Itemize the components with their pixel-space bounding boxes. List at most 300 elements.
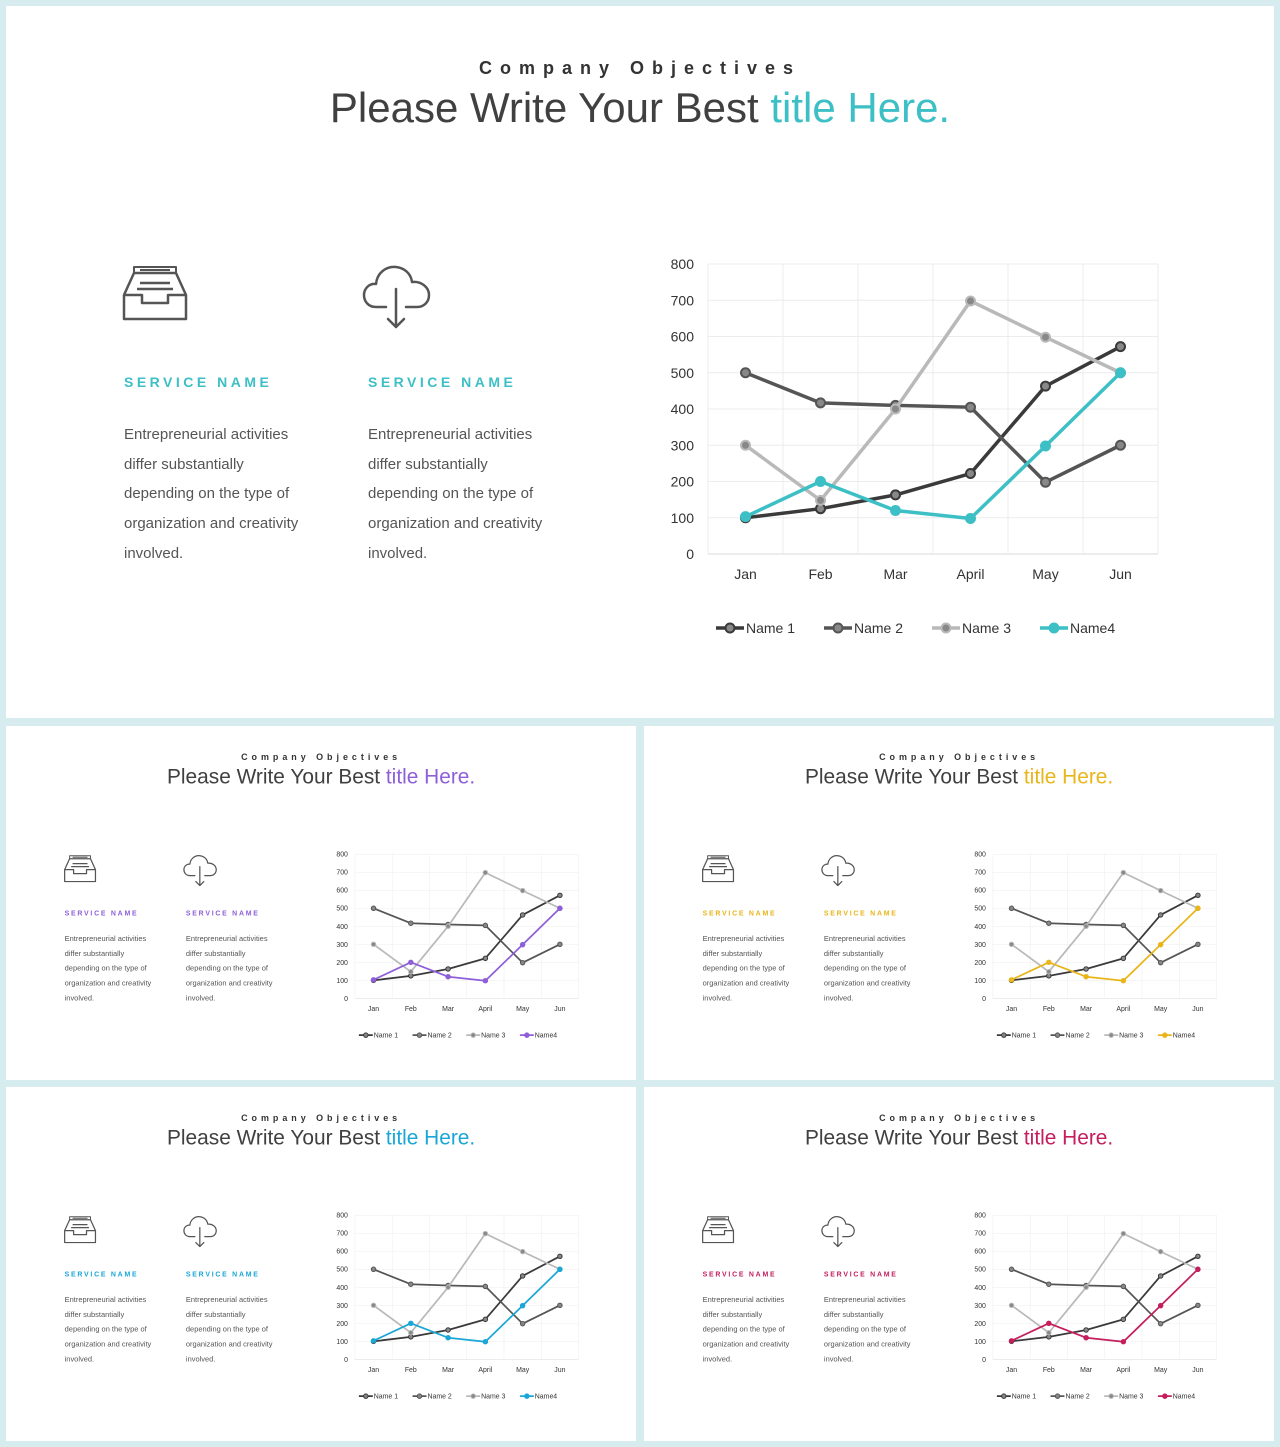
data-point [1084, 975, 1088, 979]
chart-legend [359, 1033, 557, 1040]
legend-item [1158, 1033, 1195, 1040]
slide-content [6, 1087, 636, 1441]
service-description: Entrepreneurial activities differ substantially depending on the type of organization and creativity involved. [702, 1295, 790, 1364]
x-tick-label: Jun [554, 1366, 566, 1374]
legend-swatch-marker [364, 1394, 368, 1398]
x-tick-label: Feb [1042, 1366, 1055, 1374]
y-tick-label: 400 [974, 923, 986, 931]
data-point [1084, 1336, 1088, 1340]
title-accent: title Here. [1023, 764, 1114, 789]
data-point [1084, 924, 1088, 928]
data-point [409, 1282, 413, 1286]
slide-content [644, 1087, 1274, 1441]
y-tick-label: 700 [974, 1230, 986, 1238]
legend-swatch-marker [1163, 1033, 1167, 1037]
legend-item [932, 620, 1011, 636]
y-tick-label: 600 [336, 887, 348, 895]
legend-item [520, 1394, 557, 1401]
slide-title [6, 1126, 636, 1150]
data-point [816, 477, 825, 486]
data-point [1121, 1231, 1125, 1235]
line-chart [646, 242, 1166, 672]
y-tick-label: 300 [336, 1302, 348, 1310]
data-point [1041, 441, 1050, 450]
chart-legend [359, 1394, 557, 1401]
legend-item [466, 1394, 505, 1401]
title-main: Please Write Your Best [329, 84, 771, 131]
data-point [1158, 1274, 1162, 1278]
y-tick-label: 800 [336, 1212, 348, 1220]
data-point [520, 1274, 524, 1278]
service-name: SERVICE NAME [185, 908, 260, 917]
title-main: Please Write Your Best [166, 1125, 386, 1150]
y-tick-label: 300 [974, 1302, 986, 1310]
line-chart [962, 1204, 1220, 1418]
legend-label: Name 2 [854, 620, 904, 636]
legend-item [413, 1033, 452, 1040]
data-point [966, 514, 975, 523]
y-tick-label: 200 [670, 473, 694, 490]
legend-label: Name4 [534, 1032, 558, 1040]
slide-content [6, 6, 1274, 718]
title-accent: title Here. [385, 1125, 476, 1150]
service-description: Entrepreneurial activities differ substantially depending on the type of organization and creativity involved. [124, 426, 299, 562]
y-tick-label: 0 [686, 546, 694, 562]
data-point [741, 441, 750, 450]
legend-swatch-marker [525, 1394, 529, 1398]
data-point [520, 1249, 524, 1253]
data-point [446, 924, 450, 928]
data-point [1009, 942, 1013, 946]
x-tick-label: Jan [367, 1366, 380, 1374]
data-point [1158, 913, 1162, 917]
legend-item [1104, 1394, 1143, 1401]
y-tick-label: 500 [670, 364, 694, 381]
legend-label: Name 3 [1119, 1032, 1144, 1040]
chart-legend [997, 1394, 1195, 1401]
data-point [520, 1303, 524, 1307]
y-tick-label: 200 [336, 959, 348, 967]
x-tick-label: Jan [734, 566, 757, 582]
data-point [1196, 1267, 1200, 1271]
data-point [1084, 1285, 1088, 1289]
y-tick-label: 100 [974, 1338, 986, 1346]
line-chart [324, 1204, 582, 1418]
legend-item [359, 1033, 398, 1040]
service-name: SERVICE NAME [368, 374, 517, 390]
slide-subtitle: Company Objectives [478, 58, 802, 78]
cloud-download-icon [183, 1214, 218, 1249]
y-tick-label: 600 [670, 328, 694, 345]
data-point [558, 1254, 562, 1258]
legend-label: Name 3 [1119, 1393, 1144, 1401]
chart-grid [708, 264, 1158, 554]
inbox-tray-icon [120, 261, 190, 331]
line-chart [962, 843, 1220, 1057]
data-point [1047, 1282, 1051, 1286]
y-tick-label: 800 [670, 256, 694, 272]
service-description: Entrepreneurial activities differ substantially depending on the type of organization and creativity involved. [823, 934, 911, 1003]
y-tick-label: 400 [336, 1284, 348, 1292]
data-point [891, 405, 900, 414]
legend-label: Name 1 [373, 1032, 399, 1040]
legend-item [1158, 1394, 1195, 1401]
slide-title [6, 84, 1274, 132]
cloud-download-icon [821, 853, 856, 888]
data-point [1158, 1321, 1162, 1325]
x-tick-label: Feb [808, 566, 833, 582]
slide-subtitle: Company Objectives [879, 1112, 1040, 1123]
x-tick-label: Feb [404, 1366, 417, 1374]
slide-title [644, 765, 1274, 789]
cloud-download-icon [183, 853, 218, 888]
x-tick-label: April [478, 1005, 493, 1013]
slide-purple-variant [6, 726, 636, 1080]
y-tick-label: 700 [670, 292, 694, 309]
legend-label: Name 2 [1065, 1032, 1090, 1040]
data-point [371, 942, 375, 946]
legend-item [997, 1033, 1036, 1040]
data-point [1196, 906, 1200, 910]
data-point [483, 978, 487, 982]
chart-legend [716, 620, 1115, 636]
x-tick-label: Feb [404, 1005, 417, 1013]
service-description: Entrepreneurial activities differ substantially depending on the type of organization and creativity involved. [702, 934, 790, 1003]
data-point [1009, 978, 1013, 982]
x-tick-label: Jan [367, 1005, 380, 1013]
chart-grid [993, 1215, 1217, 1359]
data-point [558, 1303, 562, 1307]
data-point [1047, 1321, 1051, 1325]
x-tick-label: May [1032, 566, 1059, 582]
data-point [1084, 967, 1088, 971]
legend-item [466, 1033, 505, 1040]
y-tick-label: 0 [344, 995, 348, 1003]
y-tick-label: 300 [974, 941, 986, 949]
service-name: SERVICE NAME [185, 1269, 260, 1278]
legend-swatch-marker [1050, 624, 1059, 633]
legend-swatch-marker [364, 1033, 368, 1037]
data-point [816, 398, 825, 407]
data-point [558, 1267, 562, 1271]
legend-item [824, 620, 903, 636]
title-main: Please Write Your Best [804, 764, 1024, 789]
x-tick-label: April [956, 566, 985, 582]
legend-swatch-marker [471, 1033, 475, 1037]
data-point [1047, 1330, 1051, 1334]
x-tick-label: May [1154, 1366, 1168, 1374]
data-point [1158, 1303, 1162, 1307]
y-tick-label: 500 [974, 905, 986, 913]
line-chart [324, 843, 582, 1057]
data-point [558, 942, 562, 946]
chart-legend [997, 1033, 1195, 1040]
data-point [446, 967, 450, 971]
x-tick-label: Mar [1080, 1366, 1093, 1374]
data-point [891, 490, 900, 499]
y-tick-label: 200 [336, 1320, 348, 1328]
data-point [446, 975, 450, 979]
data-point [1196, 1254, 1200, 1258]
x-tick-label: Jun [1192, 1366, 1204, 1374]
title-main: Please Write Your Best [166, 764, 386, 789]
y-tick-label: 0 [982, 1356, 986, 1364]
data-point [1041, 382, 1050, 391]
data-point [483, 1231, 487, 1235]
data-point [741, 512, 750, 521]
y-tick-label: 400 [974, 1284, 986, 1292]
data-point [446, 1328, 450, 1332]
data-point [1047, 921, 1051, 925]
data-point [1158, 1249, 1162, 1253]
data-point [1158, 942, 1162, 946]
y-tick-label: 700 [974, 869, 986, 877]
legend-item [716, 620, 795, 636]
data-point [1084, 1328, 1088, 1332]
legend-swatch-marker [1163, 1394, 1167, 1398]
y-tick-label: 100 [336, 1338, 348, 1346]
data-point [409, 921, 413, 925]
title-accent: title Here. [1023, 1125, 1114, 1150]
legend-label: Name4 [534, 1393, 558, 1401]
chart-grid [993, 854, 1217, 998]
service-description: Entrepreneurial activities differ substantially depending on the type of organization and creativity involved. [823, 1295, 911, 1364]
legend-swatch-marker [417, 1033, 421, 1037]
legend-swatch-marker [1109, 1394, 1113, 1398]
service-name: SERVICE NAME [702, 1269, 777, 1278]
legend-swatch-marker [471, 1394, 475, 1398]
data-point [966, 296, 975, 305]
legend-item [520, 1033, 557, 1040]
data-point [409, 1330, 413, 1334]
legend-label: Name 2 [1065, 1393, 1090, 1401]
service-description: Entrepreneurial activities differ substantially depending on the type of organization and creativity involved. [64, 934, 152, 1003]
service-name: SERVICE NAME [823, 1269, 898, 1278]
data-point [966, 469, 975, 478]
data-point [483, 923, 487, 927]
legend-item [359, 1394, 398, 1401]
data-point [1121, 1339, 1125, 1343]
chart-grid [355, 854, 579, 998]
legend-swatch-marker [1109, 1033, 1113, 1037]
y-tick-label: 400 [670, 401, 694, 417]
service-description: Entrepreneurial activities differ substantially depending on the type of organization and creativity involved. [368, 426, 543, 562]
y-tick-label: 700 [336, 869, 348, 877]
data-point [1121, 1284, 1125, 1288]
data-point [1041, 478, 1050, 487]
chart-grid [355, 1215, 579, 1359]
legend-swatch-marker [417, 1394, 421, 1398]
data-point [1009, 1303, 1013, 1307]
service-name: SERVICE NAME [64, 908, 139, 917]
y-tick-label: 600 [336, 1248, 348, 1256]
data-point [1116, 441, 1125, 450]
data-point [483, 1317, 487, 1321]
legend-item [997, 1394, 1036, 1401]
data-point [1009, 1267, 1013, 1271]
legend-item [1051, 1033, 1090, 1040]
data-point [520, 1321, 524, 1325]
legend-swatch-marker [1002, 1033, 1006, 1037]
data-point [1121, 956, 1125, 960]
legend-label: Name4 [1172, 1393, 1196, 1401]
data-point [520, 888, 524, 892]
y-tick-label: 300 [670, 437, 694, 454]
data-point [1121, 923, 1125, 927]
y-tick-label: 800 [974, 851, 986, 859]
data-point [816, 496, 825, 505]
y-tick-label: 600 [974, 1248, 986, 1256]
slide-title [6, 765, 636, 789]
legend-swatch-marker [525, 1033, 529, 1037]
data-point [891, 506, 900, 515]
cloud-download-icon [821, 1214, 856, 1249]
service-description: Entrepreneurial activities differ substantially depending on the type of organization and creativity involved. [185, 934, 273, 1003]
data-point [1121, 870, 1125, 874]
legend-label: Name 1 [746, 620, 796, 636]
data-point [1116, 368, 1125, 377]
service-name: SERVICE NAME [64, 1269, 139, 1278]
y-tick-label: 100 [974, 977, 986, 985]
title-accent: title Here. [385, 764, 476, 789]
data-point [371, 978, 375, 982]
data-point [1047, 960, 1051, 964]
data-point [1158, 888, 1162, 892]
x-tick-label: Jun [1192, 1005, 1204, 1013]
y-tick-label: 800 [336, 851, 348, 859]
data-point [446, 1285, 450, 1289]
slide-content [644, 726, 1274, 1080]
data-point [371, 1339, 375, 1343]
y-tick-label: 500 [336, 905, 348, 913]
data-point [371, 1267, 375, 1271]
x-tick-label: April [1116, 1005, 1131, 1013]
legend-swatch-marker [1055, 1033, 1059, 1037]
data-point [371, 906, 375, 910]
slide-subtitle: Company Objectives [241, 751, 402, 762]
data-point [1196, 942, 1200, 946]
data-point [1009, 906, 1013, 910]
data-point [520, 913, 524, 917]
legend-item [413, 1394, 452, 1401]
x-tick-label: April [1116, 1366, 1131, 1374]
title-accent: title Here. [770, 84, 951, 131]
legend-label: Name 1 [1011, 1393, 1037, 1401]
x-tick-label: Jun [554, 1005, 566, 1013]
x-tick-label: May [516, 1005, 530, 1013]
data-point [483, 956, 487, 960]
legend-label: Name 2 [427, 1393, 452, 1401]
service-name: SERVICE NAME [823, 908, 898, 917]
data-point [483, 1339, 487, 1343]
service-name: SERVICE NAME [124, 374, 273, 390]
legend-swatch-marker [942, 624, 951, 633]
data-point [558, 893, 562, 897]
y-tick-label: 800 [974, 1212, 986, 1220]
service-description: Entrepreneurial activities differ substantially depending on the type of organization and creativity involved. [64, 1295, 152, 1364]
x-tick-label: Jan [1005, 1366, 1018, 1374]
data-point [1047, 969, 1051, 973]
y-tick-label: 0 [344, 1356, 348, 1364]
service-name: SERVICE NAME [702, 908, 777, 917]
x-tick-label: May [1154, 1005, 1168, 1013]
data-point [1121, 1317, 1125, 1321]
legend-label: Name 1 [373, 1393, 399, 1401]
y-tick-label: 0 [982, 995, 986, 1003]
x-tick-label: Jun [1109, 566, 1132, 582]
data-point [1158, 960, 1162, 964]
data-point [1041, 333, 1050, 342]
y-tick-label: 200 [974, 959, 986, 967]
cloud-download-icon [362, 261, 432, 331]
slide-yellow-variant [644, 726, 1274, 1080]
x-tick-label: Mar [442, 1005, 455, 1013]
inbox-tray-icon [701, 1214, 736, 1249]
x-tick-label: May [516, 1366, 530, 1374]
y-tick-label: 600 [974, 887, 986, 895]
data-point [520, 960, 524, 964]
x-tick-label: Jan [1005, 1005, 1018, 1013]
legend-label: Name 3 [962, 620, 1012, 636]
data-point [558, 906, 562, 910]
legend-label: Name 3 [481, 1393, 506, 1401]
legend-item [1040, 620, 1115, 636]
legend-label: Name4 [1172, 1032, 1196, 1040]
legend-label: Name 1 [1011, 1032, 1037, 1040]
legend-swatch-marker [726, 624, 735, 633]
data-point [520, 942, 524, 946]
y-tick-label: 500 [974, 1266, 986, 1274]
y-tick-label: 300 [336, 941, 348, 949]
legend-label: Name4 [1070, 620, 1116, 636]
slide-main [6, 6, 1274, 718]
data-point [1116, 342, 1125, 351]
legend-swatch-marker [1055, 1394, 1059, 1398]
slide-red-variant [644, 1087, 1274, 1441]
y-tick-label: 200 [974, 1320, 986, 1328]
y-tick-label: 400 [336, 923, 348, 931]
data-point [409, 969, 413, 973]
legend-item [1104, 1033, 1143, 1040]
x-tick-label: Feb [1042, 1005, 1055, 1013]
data-point [371, 1303, 375, 1307]
y-tick-label: 500 [336, 1266, 348, 1274]
x-tick-label: Mar [1080, 1005, 1093, 1013]
slide-title [644, 1126, 1274, 1150]
legend-label: Name 3 [481, 1032, 506, 1040]
data-point [409, 1321, 413, 1325]
data-point [483, 870, 487, 874]
x-tick-label: Mar [883, 566, 908, 582]
slide-subtitle: Company Objectives [879, 751, 1040, 762]
legend-label: Name 2 [427, 1032, 452, 1040]
inbox-tray-icon [701, 853, 736, 888]
data-point [741, 368, 750, 377]
slide-blue-variant [6, 1087, 636, 1441]
inbox-tray-icon [63, 1214, 98, 1249]
legend-item [1051, 1394, 1090, 1401]
slide-subtitle: Company Objectives [241, 1112, 402, 1123]
data-point [483, 1284, 487, 1288]
x-tick-label: Mar [442, 1366, 455, 1374]
legend-swatch-marker [834, 624, 843, 633]
legend-swatch-marker [1002, 1394, 1006, 1398]
service-description: Entrepreneurial activities differ substantially depending on the type of organization and creativity involved. [185, 1295, 273, 1364]
inbox-tray-icon [63, 853, 98, 888]
data-point [446, 1336, 450, 1340]
data-point [1196, 893, 1200, 897]
x-tick-label: April [478, 1366, 493, 1374]
